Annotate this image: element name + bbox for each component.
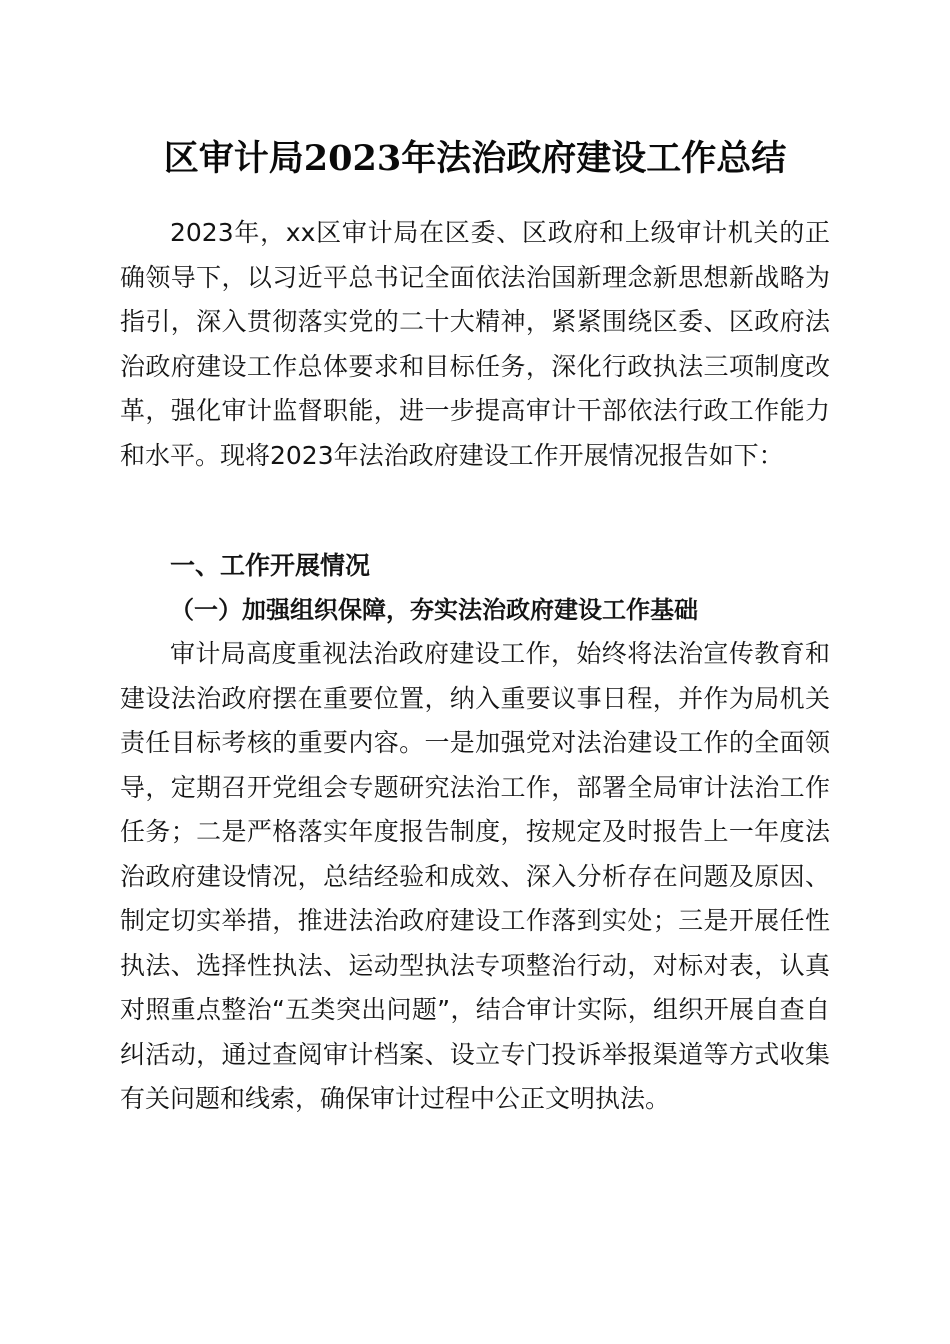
subsection-heading: （一）加强组织保障，夯实法治政府建设工作基础: [170, 595, 698, 624]
section-heading: 一、工作开展情况: [170, 551, 371, 580]
document-title: 区审计局2023年法治政府建设工作总结: [163, 138, 787, 179]
subsection-paragraph: 审计局高度重视法治政府建设工作，始终将法治宣传教育和建设法治政府摆在重要位置，纳入重要议事日程，并作为局机关责任目标考核的重要内容。一是加强党对法治建设工作的全面领导，定期召开党组会专题研究法治工作，部署全局审计法治工作任务；二是严格落实年度报告制度，按规定及时报告上一年度法治政府建设情况，总结经验和成效、深入分析存在问题及原因、制定切实举措，推进法治政府建设工作落到实处；三是开展任性执法、选择性执法、运动型执法专项整治行动，对标对表，认真对照重点整治“五类突出问题”，结合审计实际，组织开展自查自纠活动，通过查阅审计档案、设立专门投诉举报渠道等方式收集有关问题和线索，确保审计过程中公正文明执法。: [120, 639, 830, 1113]
intro-paragraph: 2023年，xx区审计局在区委、区政府和上级审计机关的正确领导下，以习近平总书记全面依法治国新理念新思想新战略为指引，深入贯彻落实党的二十大精神，紧紧围绕区委、区政府法治政府建设工作总体要求和目标任务，深化行政执法三项制度改革，强化审计监督职能，进一步提高审计干部依法行政工作能力和水平。现将2023年法治政府建设工作开展情况报告如下：: [120, 218, 830, 470]
